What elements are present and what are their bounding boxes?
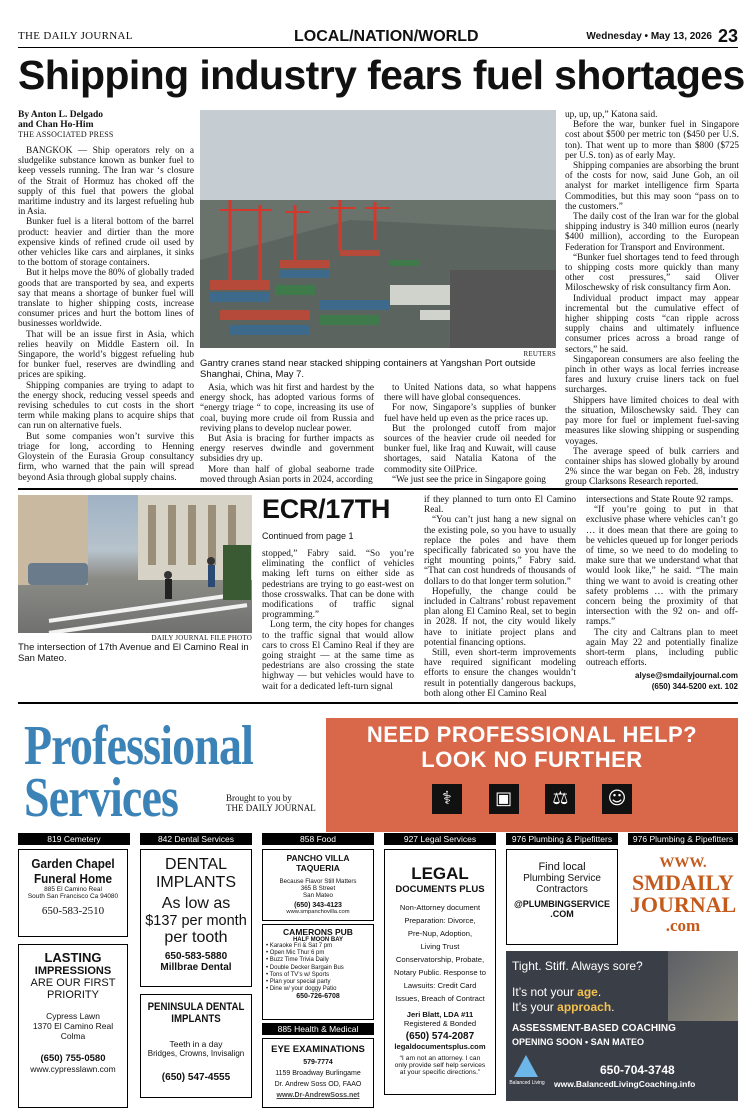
camerons-item: • Dine w/ your doggy Patio [266,986,337,993]
ad-cypress-lawn[interactable] [18,944,128,1108]
legal-line: Preparation: Divorce, [404,916,476,925]
lasting-l1: Cypress Lawn [46,1011,100,1021]
ad-legal-documents[interactable] [384,849,496,1095]
reporter-email[interactable]: alyse@smdailyjournal.com [635,671,738,680]
eye-web[interactable]: www.Dr-AndrewSoss.net [276,1092,360,1099]
legal-line: Issues, Breach of Contract [395,994,485,1003]
continued-label: Continued from page 1 [262,531,354,541]
eye-doc: Dr. Andrew Soss OD, FAAO [274,1081,362,1088]
balanced-l2 [512,985,601,999]
paragraph: “You can’t just hang a new signal on the existing pole, so you have to usually replace the poles and have them specifically fabricated so you have the right mounting points,” Fabry said. “That can cost hundreds of thousands of dollars to do that longer term solution.” [424,515,576,587]
dental-t2: IMPLANTS [155,874,236,891]
plumbing-l4[interactable]: @PLUMBINGSERVICE [513,899,611,909]
paragraph: For now, Singapore’s supplies of bunker fuel have held up even as the price races up. [384,403,556,424]
legal-line: Pre-Nup, Adoption, [407,929,473,938]
balanced-l2-b: age [577,985,598,999]
legal-phone: (650) 574-2087 [405,1031,475,1042]
camerons-item: • Double Decker Bargain Bus [266,964,344,971]
brought-by [226,793,316,813]
camerons-list [263,943,373,993]
intersection-photo [18,495,252,633]
page-number: 23 [717,26,738,46]
divider [18,702,738,704]
peninsula-phone: (650) 547-4555 [161,1072,231,1083]
paragraph: But the prolonged cutoff from major sources of the heavier crude oil needed for bunker fuel, like Iraq and Kuwait, will cause shortages, said Natalia Katona of the commodity site OilPrice. [384,423,556,475]
port-photo-art [200,110,556,348]
paragraph: to United Nations data, so what happens there will have global consequences. [384,383,556,404]
headline: Shipping industry fears fuel shortages [18,52,745,98]
garden-name-1: Garden Chapel [31,856,115,871]
legal-line: Lawsuits: Credit Card [403,981,477,990]
plumbing-l2: Plumbing Service [523,873,601,884]
smdj-l1: WWW. [659,855,707,871]
paragraph: The city and Caltrans plan to meet again May 22 and potentially finalize short-term plans, including public outreach efforts. [586,627,738,669]
garden-name-2: Funeral Home [33,871,113,886]
paragraph: intersections and State Route 92 ramps. [586,495,734,505]
dental-t3: As low as [161,895,231,912]
camerons-t2: HALF MOON BAY [292,937,344,943]
plumbing-l5[interactable]: .COM [550,909,574,919]
balanced-l2-a: It’s not your [512,985,578,999]
camerons-item: • Open Mic Thur 6 pm [266,950,325,957]
services-banner [326,718,738,832]
ad-plumbing-service[interactable] [506,849,618,945]
plumbing-l3: Contractors [536,884,588,895]
legal-line: Notary Public. Response to [393,968,486,977]
smdj-l4: .com [665,916,701,935]
garden-phone: 650-583-2510 [41,905,105,917]
legal-name: Jeri Blatt, LDA #11 [406,1010,474,1019]
paper-name: THE DAILY JOURNAL [18,30,133,42]
paragraph: Bunker fuel is a literal bottom of the barrel product: heavier and dirtier than the more expensive kinds of refined crude oil used by other vehicles like cars and airplanes, it sinks to the bottom of storage containers. [18,217,194,269]
eye-t1: EYE EXAMINATIONS [271,1044,365,1055]
balanced-l2-c: . [597,985,602,999]
smdj-l3: JOURNAL [629,892,737,917]
coaching-photo [668,951,738,1021]
balanced-l3-c: . [611,1000,615,1014]
banner-line-2: LOOK NO FURTHER [421,747,643,772]
medical-icon: ⚕ [432,784,462,814]
dental-t1: DENTAL [165,856,227,873]
paragraph: Before the war, bunker fuel in Singapore cost about $500 per metric ton ($450 per U.S. ton). That went up to more than $800 ($725 per U.S. ton) as of early May. [565,120,739,161]
paragraph: Hopefully, the change could be included in Caltrans’ robust repavement plan along El Camino Real, set to begin in 2028. If not, the city would likely have to initiate project plans and potential financing options. [424,586,576,648]
reporter-contact [586,670,738,692]
services-title-1: Professional [24,715,254,777]
legal-note-2: only provide self help services [394,1062,486,1069]
balanced-logo-text: Balanced Living [509,1080,545,1086]
paragraph: Shippers have limited choices to deal with the situation, Miloschewsky said. They can pay more for fuel or implement fuel-saving measures like slowing shipping or suspending voyages. [565,395,739,447]
smdj-l2: SMDAILY [632,870,734,895]
category-legal: 927 Legal Services [384,833,496,845]
camerons-t1: CAMERONS PUB [283,927,353,937]
eye-addr: 1159 Broadway Burlingame [275,1070,361,1077]
legal-note-3: at your specific directions.” [399,1069,481,1076]
dental-t5: per tooth [164,929,228,946]
lasting-t1: LASTING [44,950,102,965]
lasting-l2: 1370 El Camino Real [32,1021,114,1031]
paragraph: But some companies won’t survive this triage for long, according to Henning Gloystein of the Eurasia Group consultancy firm, who warned that the pain will spread beyond Asia through global supply chains. [18,431,194,483]
ad-balanced-living[interactable] [506,951,738,1101]
pancho-t1: PANCHO VILLA [286,853,350,863]
legal-t2: DOCUMENTS PLUS [395,884,485,895]
photo-credit: REUTERS [523,350,556,358]
services-title-2: Services [24,767,179,829]
paragraph: The average speed of bulk carriers and container ships has slowed globally by around 2% since the war began on Feb. 28, industry group Clarksons Research reported. [565,446,739,488]
paragraph: But Asia is bracing for further impacts as energy reserves dwindle and government subsidies dry up. [200,434,374,465]
peninsula-t3: Teeth in a day [169,1039,223,1049]
camerons-item: • Karaoke Fri & Sat 7 pm [266,943,333,949]
massage-icon: ☺ [602,784,632,814]
garden-addr-2: South San Francisco Ca 94080 [27,893,119,900]
paragraph: up, up, up,” Katona said. [565,110,658,120]
issue-date: Wednesday • May 13, 2026 [586,31,712,42]
paragraph: That will be an issue first in Asia, which relies heavily on Middle Eastern oil. In Singapore, the world’s biggest refueling hub for bunker fuel, reserves are dwindling and prices are spiking. [18,329,194,381]
category-health: 885 Health & Medical [262,1023,374,1035]
paragraph: “Bunker fuel shortages tend to feed through to shipping costs more quickly than many other cost pressures,” said Oliver Miloschewsky of risk consultancy firm Aon. [565,252,739,294]
photo-caption: Gantry cranes stand near stacked shipping containers at Yangshan Port outside Shanghai, China, May 7. [200,358,536,380]
lasting-t2: IMPRESSIONS [34,965,112,977]
pancho-l1: Because Flavor Still Matters [279,878,357,885]
category-dental: 842 Dental Services [140,833,252,845]
camerons-phone: 650-726-6708 [296,993,340,1001]
reporter-phone: (650) 344-5200 ext. 102 [651,682,738,691]
pancho-web[interactable]: www.smpanchovilla.com [286,909,350,915]
lasting-t4: PRIORITY [47,989,99,1001]
balanced-l3 [512,1000,615,1014]
camerons-item: • Tons of TV’s w/ Sports [266,971,330,978]
ecr-column-1 [262,549,414,692]
lasting-web[interactable]: www.cypresslawn.com [30,1064,116,1074]
ecr-column-3 [586,495,738,668]
paragraph: Singaporean consumers are also feeling the pinch in other ways as local ferries increase fares and luxury cruise liners tack on fuel surcharges. [565,354,739,396]
legal-t1: LEGAL [411,864,469,883]
banner-line-1: NEED PROFESSIONAL HELP? [366,722,698,747]
ecr-column-2 [424,495,576,699]
category-plumbing-2: 976 Plumbing & Pipefitters [628,833,738,845]
ad-eye-exams[interactable] [262,1038,374,1108]
peninsula-t4: Bridges, Crowns, Invisalign [147,1049,245,1058]
masthead [18,28,738,48]
ad-millbrae-dental[interactable] [140,849,252,987]
balanced-logo-icon [514,1055,538,1077]
legal-web[interactable]: legaldocumentsplus.com [394,1042,486,1051]
dental-t4: $137 per month [145,913,247,929]
ecr-title: ECR/17TH [262,494,391,524]
lasting-l3: Colma [60,1031,86,1041]
ecr-photo-caption: The intersection of 17th Avenue and El Camino Real in San Mateo. [18,642,249,664]
byline-block [18,110,194,139]
paragraph: Shipping companies are trying to adapt to the energy shock, reducing vessel speeds and revising schedules to cut costs in the short term while making plans to acquire ships that can run on alternative fuels. [18,380,194,432]
computer-icon: ▣ [489,784,519,814]
peninsula-t1: PENINSULA DENTAL [147,1001,245,1013]
paragraph: Long term, the city hopes for changes to the traffic signal that would allow cars to cross El Camino Real if they are going straight — at the same time as pedestrians are also crossing the state highway — but vehicles would have to wait for a dedicated left-turn signal [262,620,414,692]
ad-peninsula-dental[interactable] [140,994,252,1098]
byline-2: and Chan Ho-Him [18,120,94,130]
paragraph: stopped,” Fabry said. “So you’re eliminating the conflict of vehicles making left turns on either side as pedestrians are trying to go east-west on those crosswalks. That can be done with modifications of traffic signal programming.” [262,549,414,621]
paragraph: Asia, which was hit first and hardest by the energy shock, has adopted various forms of “energy triage “ to cope, increasing its use of coal, buying more crude oil from Russia and reviving plans to develop nuclear power. [200,383,374,434]
dental-phone: 650-583-5880 [164,951,228,962]
lasting-t3: ARE OUR FIRST [30,977,116,989]
paragraph: The daily cost of the Iran war for the global shipping industry is 340 million euros (nearly $400 million), according to the European Federation for Transport and Environment. [565,212,739,253]
paragraph: “We just see the price in Singapore going [392,474,546,485]
balanced-l5: OPENING SOON • SAN MATEO [512,1037,644,1047]
story-column-2 [200,383,374,485]
legal-line: Living Trust [420,942,460,951]
camerons-item: • Buzz Time Trivia Daily [266,957,329,964]
legal-note-1: “I am not an attorney. I can [399,1055,481,1062]
pancho-l2: 365 B Street [300,885,336,892]
lasting-phone: (650) 755-0580 [40,1053,106,1064]
paragraph: But it helps move the 80% of globally traded goods that are transported by sea, and experts say that means a shortage of bunker fuel will translate to higher shipping costs, increase consumer prices and hurt the bottom lines of businesses worldwide. [18,268,194,330]
garden-addr-1: 885 El Camino Real [44,886,102,893]
ad-camerons-pub[interactable] [262,924,374,1020]
paragraph: More than half of global seaborne trade moved through Asian ports in 2024, according [200,464,374,485]
legal-line: Non-Attorney document [399,903,481,912]
brought-paper: THE DAILY JOURNAL [226,803,316,813]
paragraph: Individual product impact may appear incremental but the cumulative effect of higher shipping costs “can ripple across supply chains and ultimately influence consumer prices across a broad range of sectors,” he said. [565,293,739,355]
balanced-l3-b: approach [557,1000,612,1014]
balanced-web[interactable]: www.BalancedLivingCoaching.info [554,1079,696,1089]
dental-name: Millbrae Dental [160,962,232,973]
camerons-item: • Plan your special party [266,979,331,986]
ad-garden-chapel[interactable] [18,849,128,937]
category-food: 858 Food [262,833,374,845]
ad-pancho-villa[interactable] [262,849,374,921]
balanced-phone: 650-704-3748 [600,1063,675,1077]
section-title: LOCAL/NATION/WORLD [294,28,479,45]
brought-label: Brought to you by [226,793,292,803]
story-column-4 [565,110,739,488]
category-plumbing: 976 Plumbing & Pipefitters [506,833,618,845]
paragraph: “If you’re going to put in that exclusive phase where vehicles can’t go … it does mean that there are going to be vehicles queued up for longer periods of time, so we need to do modeling to make sure that we understand what that would look like,” he said. “The main thing we want to avoid is creating other safety problems … with the primary concern being the proximity of that intersection with the 92 on- and off-ramps.” [586,505,738,628]
divider [18,488,738,490]
paragraph: if they planned to turn onto El Camino Real. [424,495,576,516]
plumbing-l1: Find local [538,861,586,873]
banner-icons [432,784,632,814]
paragraph: Shipping companies are absorbing the brunt of the costs for now, said June Goh, an oil analyst for market intelligence firm Sparta Commodities, but this may soon “pass on to the customers.” [565,161,739,212]
port-photo [200,110,556,348]
legal-bonded: Registered & Bonded [403,1019,477,1028]
eye-phone: 579-7774 [303,1059,333,1066]
agency: THE ASSOCIATED PRESS [18,130,114,139]
pancho-phone: (650) 343-4123 [294,902,342,909]
intersection-photo-art [18,495,252,633]
byline-1: By Anton L. Delgado [18,110,103,120]
paragraph: BANGKOK — Ship operators rely on a sludgelike substance known as bunker fuel to keep vessels running. The Iran war ‘s closure of the Strait of Hormuz has choked off the supply of this fuel that powers the global maritime industry and its largest refueling hub in Asia. [18,146,194,218]
peninsula-t2: IMPLANTS [171,1013,221,1025]
balanced-l4: ASSESSMENT-BASED COACHING [512,1023,676,1034]
story-column-3 [384,383,556,485]
legal-line: Conservatorship, Probate, [395,955,485,964]
story-column-1 [18,146,194,483]
pancho-t2: TAQUERIA [296,863,340,873]
legal-lines [385,901,495,1005]
ecr-photo-credit: DAILY JOURNAL FILE PHOTO [151,634,252,642]
scales-icon: ⚖ [545,784,575,814]
ad-smdailyjournal[interactable] [628,849,738,945]
balanced-l1: Tight. Stiff. Always sore? [512,959,643,973]
category-cemetery: 819 Cemetery [18,833,130,845]
balanced-l3-a: It’s your [512,1000,558,1014]
paragraph: Still, even short-term improvements have required significant modeling efforts to ensure the changes wouldn’t result in potentially dangerous backups, both along other El Camino Real [424,648,576,699]
pancho-l3: San Mateo [303,892,333,899]
